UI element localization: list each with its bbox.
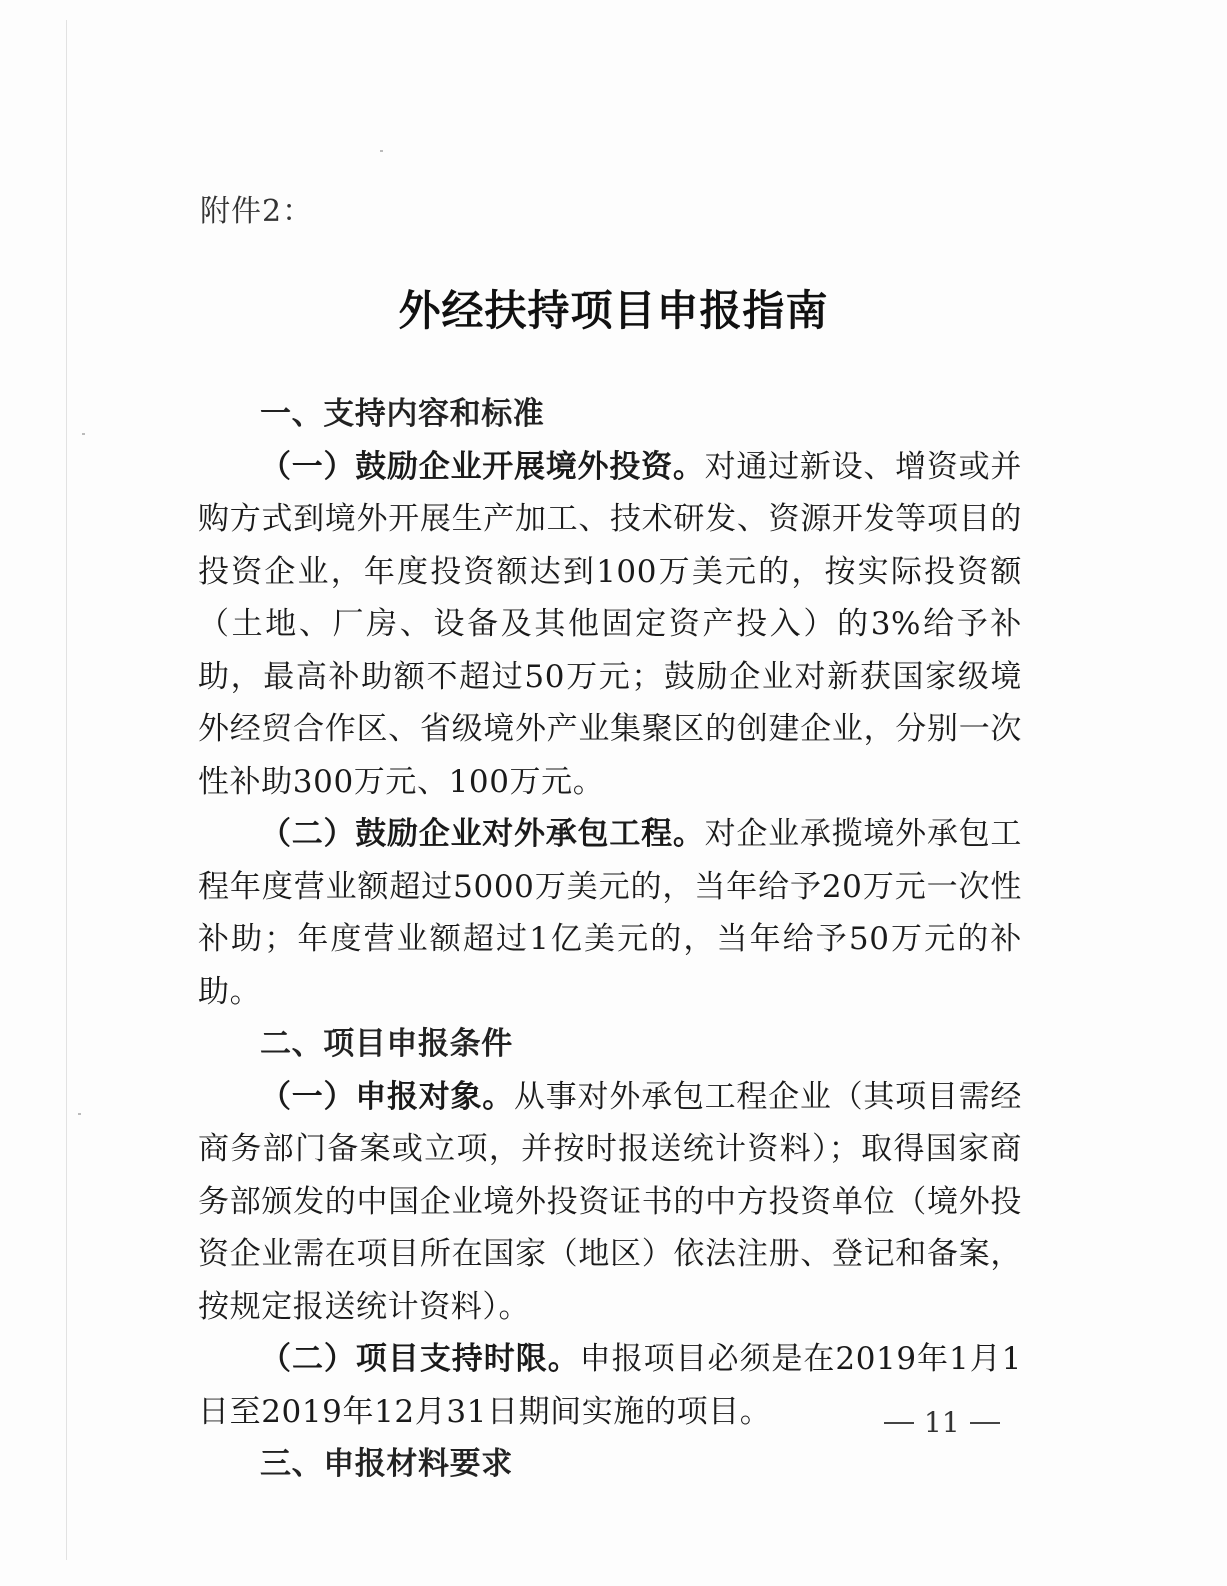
paragraph-1-1: [198, 441, 1022, 809]
scan-edge-line: [66, 20, 67, 1560]
paragraph-text: 对通过新设、增资或并购方式到境外开展生产加工、技术研发、资源开发等项目的投资企业，年度投资额达到100万美元的，按实际投资额（土地、厂房、设备及其他固定资产投入）的3%给予补助，最高补助额不超过50万元；鼓励企业对新获国家级境外经贸合作区、省级境外产业集聚区的创建企业，分别一次性补助300万元、100万元。: [198, 448, 1022, 800]
paragraph-text: 从事对外承包工程企业（其项目需经商务部门备案或立项，并按时报送统计资料）；取得国家商务部颁发的中国企业境外投资证书的中方投资单位（境外投资企业需在项目所在国家（地区）依法注册、登记和备案，按规定报送统计资料）。: [198, 1078, 1022, 1325]
page-number-footer: [884, 1406, 1000, 1439]
section-heading-2: 二、项目申报条件: [260, 1026, 513, 1062]
scan-speck: [380, 150, 383, 152]
document-body: [198, 388, 1022, 1491]
dash-right: [970, 1422, 1000, 1424]
paragraph-lead: （二）项目支持时限。: [260, 1341, 580, 1377]
paragraph-1-2: [198, 808, 1022, 1018]
scan-speck: [82, 433, 85, 435]
document-title: 外经扶持项目申报指南: [398, 286, 829, 335]
dash-left: [884, 1422, 914, 1424]
paragraph-lead: （一）申报对象。: [260, 1078, 515, 1115]
paragraph-lead: （二）鼓励企业对外承包工程。: [260, 816, 705, 852]
attachment-label: 附件2：: [200, 194, 314, 229]
paragraph-text: 对企业承揽境外承包工程年度营业额超过5000万美元的，当年给予20万元一次性补助；年度营业额超过1亿美元的，当年给予50万元的补助。: [198, 816, 1022, 1010]
scan-speck: [78, 1113, 81, 1115]
section-heading-1: 一、支持内容和标准: [260, 396, 545, 432]
paragraph-text: 申报项目必须是在2019年1月1日至2019年12月31日期间实施的项目。: [198, 1341, 1022, 1430]
paragraph-lead: （一）鼓励企业开展境外投资。: [260, 448, 705, 485]
section-heading-3: 三、申报材料要求: [260, 1446, 513, 1482]
paragraph-2-1: [198, 1071, 1022, 1334]
page-number: 11: [924, 1406, 960, 1439]
